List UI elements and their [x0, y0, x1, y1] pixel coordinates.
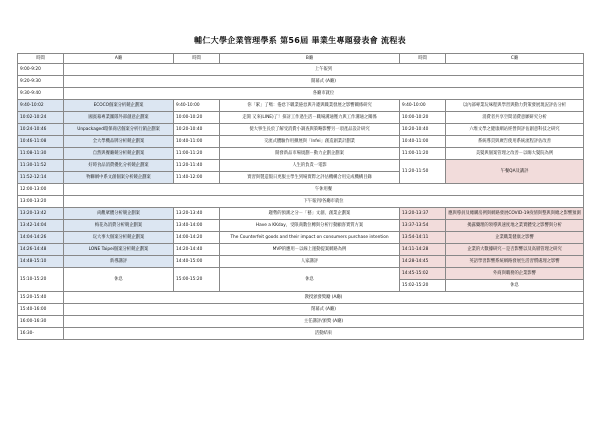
session-b: 走開 又來(LINE)了！探討工作過生活－職場溝通壓力與工作溝通之關係: [220, 112, 400, 124]
session-a: 國賓幕專業團隊外部創意企劃案: [64, 112, 174, 124]
session-c: 以內部專業玩味程與學習與動力對策發展現況評估分析: [446, 100, 584, 112]
page-title: 輔仁大學企業管理學系 第56屆 畢業生專題發表會 流程表: [194, 36, 406, 45]
time-cell-b: 9:40-10:00: [174, 100, 220, 112]
table-row: [18, 208, 584, 220]
session-b: 人家講評: [220, 256, 400, 268]
event-cell: 閉幕式 (A廳): [64, 304, 584, 316]
time-cell-a: 11:52-12:14: [18, 172, 64, 184]
table-row: [18, 64, 584, 76]
session-a: 休息: [64, 268, 174, 292]
session-a: 好時食品消費優化分析競企劃案: [64, 160, 174, 172]
table-row: [18, 232, 584, 244]
time-cell: 15:20-15:40: [18, 292, 64, 304]
time-cell: 9:00-9:20: [18, 64, 64, 76]
session-b: 人生的負責一電影: [220, 160, 400, 172]
time-cell: 12:00-13:00: [18, 184, 64, 196]
time-cell-c: 10:00-10:20: [400, 112, 446, 124]
time-cell-b: 14:20-14:40: [174, 244, 220, 256]
table-row: [18, 148, 584, 160]
session-a: 全大學機品牌分析競企劃案: [64, 136, 174, 148]
event-cell: 午休用餐: [64, 184, 584, 196]
session-b: The Counterfeit goods and their impact on consumers purchase intention: [220, 232, 400, 244]
time-cell: 9:30-9:40: [18, 88, 64, 100]
time-cell-c: 13:20-13:37: [400, 208, 446, 220]
time-cell: 16:00-16:30: [18, 316, 64, 328]
table-row: [18, 160, 584, 172]
table-row: [18, 88, 584, 100]
session-b: 休息: [220, 268, 400, 292]
event-cell: 主任講評/頒獎 (A廳): [64, 316, 584, 328]
time-cell: 15:40-16:00: [18, 304, 64, 316]
session-c: 外商與職務的企業影響: [446, 268, 584, 280]
table-row: [18, 100, 584, 112]
header-time-b: 時間: [174, 54, 220, 64]
time-cell-a: 10:46-11:08: [18, 136, 64, 148]
session-c: 英語學習影響系統網路發展生活習慣處理之影響: [446, 256, 584, 268]
time-cell-c: 15:02-15:20: [400, 280, 446, 292]
session-a: 玩大事大個案分析競企劃案: [64, 232, 174, 244]
time-cell: 13:00-13:20: [18, 196, 64, 208]
time-cell-c: 9:40-10:00: [400, 100, 446, 112]
table-row: [18, 136, 584, 148]
table-header-row: [18, 54, 584, 64]
time-cell-b: 10:00-10:20: [174, 112, 220, 124]
session-b: MVP的應用－以線上運動提案網路為例: [220, 244, 400, 256]
time-cell-c: 14:45-15:02: [400, 268, 446, 280]
session-a: 梅花為消費分析競企劃案: [64, 220, 174, 232]
time-cell-b: 10:20-10:40: [174, 124, 220, 136]
time-cell-b: 11:20-11:40: [174, 160, 220, 172]
session-b: 趨勢的預測之分－「藝」文創，創業企劃案: [220, 208, 400, 220]
time-cell: 9:20-9:30: [18, 76, 64, 88]
header-hall-a: A廳: [64, 54, 174, 64]
time-cell-b: 11:40-12:00: [174, 172, 220, 184]
table-row: [18, 304, 584, 316]
session-a: 新導講評: [64, 256, 174, 268]
session-b: Have a KKday，受限商數位轉與分析行動顧客實質方案: [220, 220, 400, 232]
event-cell: 下午報到/各廳市就位: [64, 196, 584, 208]
session-c: 揭露藥理的領導與速度地之業實體受之影響與分析: [446, 220, 584, 232]
session-c: 應與導員及總購房例與網路發展COVID-19疫情與整與與總之影響預測: [446, 208, 584, 220]
table-row: [18, 316, 584, 328]
session-a: ECOCO個案分析競企劃案: [64, 100, 174, 112]
header-time-a: 時間: [18, 54, 64, 64]
session-c: 美髮與個案管理之改善－以嗨大髮院為例: [446, 148, 584, 160]
session-c: 午餐QA及講評: [446, 160, 584, 184]
table-row: [18, 292, 584, 304]
table-row: [18, 256, 584, 268]
session-c: 企業職業健康之影響: [446, 232, 584, 244]
time-cell-a: 13:20-13:42: [18, 208, 64, 220]
event-cell: 開幕式 (A廳): [64, 76, 584, 88]
table-row: [18, 124, 584, 136]
session-a: LONE Taipei個案分析競企劃案: [64, 244, 174, 256]
time-cell-a: 14:48-15:10: [18, 256, 64, 268]
time-cell-a: 15:10-15:20: [18, 268, 64, 292]
table-row: [18, 76, 584, 88]
time-cell-c: 11:00-11:20: [400, 148, 446, 160]
time-cell-c: 11:20-11:50: [400, 160, 446, 184]
time-cell-a: 10:02-10:24: [18, 112, 64, 124]
session-c: 系統導頁與廣告使用系統流程評估改善: [446, 136, 584, 148]
session-b: 使大事生長於了解受消費小調查與策略影響另一項產品設計研究: [220, 124, 400, 136]
time-cell-a: 10:24-10:46: [18, 124, 64, 136]
event-cell: 活動結束: [64, 328, 584, 340]
session-b: 開發新品市場規劃－動力企劃企劃案: [220, 148, 400, 160]
time-cell: 16:30-: [18, 328, 64, 340]
session-a: 物聯網中系文創個案分析競企劃案: [64, 172, 174, 184]
session-a: 尚觀眾體分析競企劃案: [64, 208, 174, 220]
time-cell-c: 10:40-11:00: [400, 136, 446, 148]
time-cell-c: 10:20-10:40: [400, 124, 446, 136]
session-c: 六堆文學之健康網站經營與評估創意科技之研究: [446, 124, 584, 136]
time-cell-a: 9:40-10:02: [18, 100, 64, 112]
table-row: [18, 220, 584, 232]
time-cell-c: 13:37-13:54: [400, 220, 446, 232]
event-cell: 上午報到: [64, 64, 584, 76]
event-cell: 教授頒發獎勵 (A廳): [64, 292, 584, 304]
schedule-body: [18, 64, 584, 340]
time-cell-b: 13:20-13:40: [174, 208, 220, 220]
session-b: 實習與製造假日更服主學生到場實際之評估機構合用完成機構目錄: [220, 172, 400, 184]
table-row: [18, 112, 584, 124]
session-b: 你「累」了嗎：倦怠下職業倦怠與升遷與職業發展之影響關係研究: [220, 100, 400, 112]
time-cell-b: 13:40-14:00: [174, 220, 220, 232]
time-cell-a: 14:04-14:26: [18, 232, 64, 244]
session-c: 消費者共享空間消費意願研究分析: [446, 112, 584, 124]
table-row: [18, 268, 584, 280]
header-hall-c: C廳: [446, 54, 584, 64]
time-cell-a: 11:30-11:52: [18, 160, 64, 172]
time-cell-c: 13:54-14:11: [400, 232, 446, 244]
time-cell-b: 15:00-15:20: [174, 268, 220, 292]
session-c: 休息: [446, 280, 584, 292]
table-row: [18, 328, 584, 340]
time-cell-c: 14:11-14:28: [400, 244, 446, 256]
time-cell-b: 14:40-15:00: [174, 256, 220, 268]
session-a: 自然與餐廳競分析競企劃案: [64, 148, 174, 160]
time-cell-b: 11:00-11:20: [174, 148, 220, 160]
table-row: [18, 196, 584, 208]
header-time-c: 時間: [400, 54, 446, 64]
time-cell-a: 11:08-11:30: [18, 148, 64, 160]
table-row: [18, 184, 584, 196]
schedule-table: [17, 53, 584, 340]
session-c: 企業的大數據研究－是否影響以及高層管理之研究: [446, 244, 584, 256]
table-row: [18, 244, 584, 256]
time-cell-c: 14:28-14:45: [400, 256, 446, 268]
time-cell-b: 14:00-14:20: [174, 232, 220, 244]
time-cell-a: 13:42-14:04: [18, 220, 64, 232]
event-cell: 各廳市就位: [64, 88, 584, 100]
time-cell-b: 10:40-11:00: [174, 136, 220, 148]
session-b: 交流式體驗作用擴展與「Infei」創造創業計劃業: [220, 136, 400, 148]
header-hall-b: B廳: [220, 54, 400, 64]
session-a: Unpackaged環保商店個案分析行銷企劃案: [64, 124, 174, 136]
time-cell-a: 14:26-14:48: [18, 244, 64, 256]
